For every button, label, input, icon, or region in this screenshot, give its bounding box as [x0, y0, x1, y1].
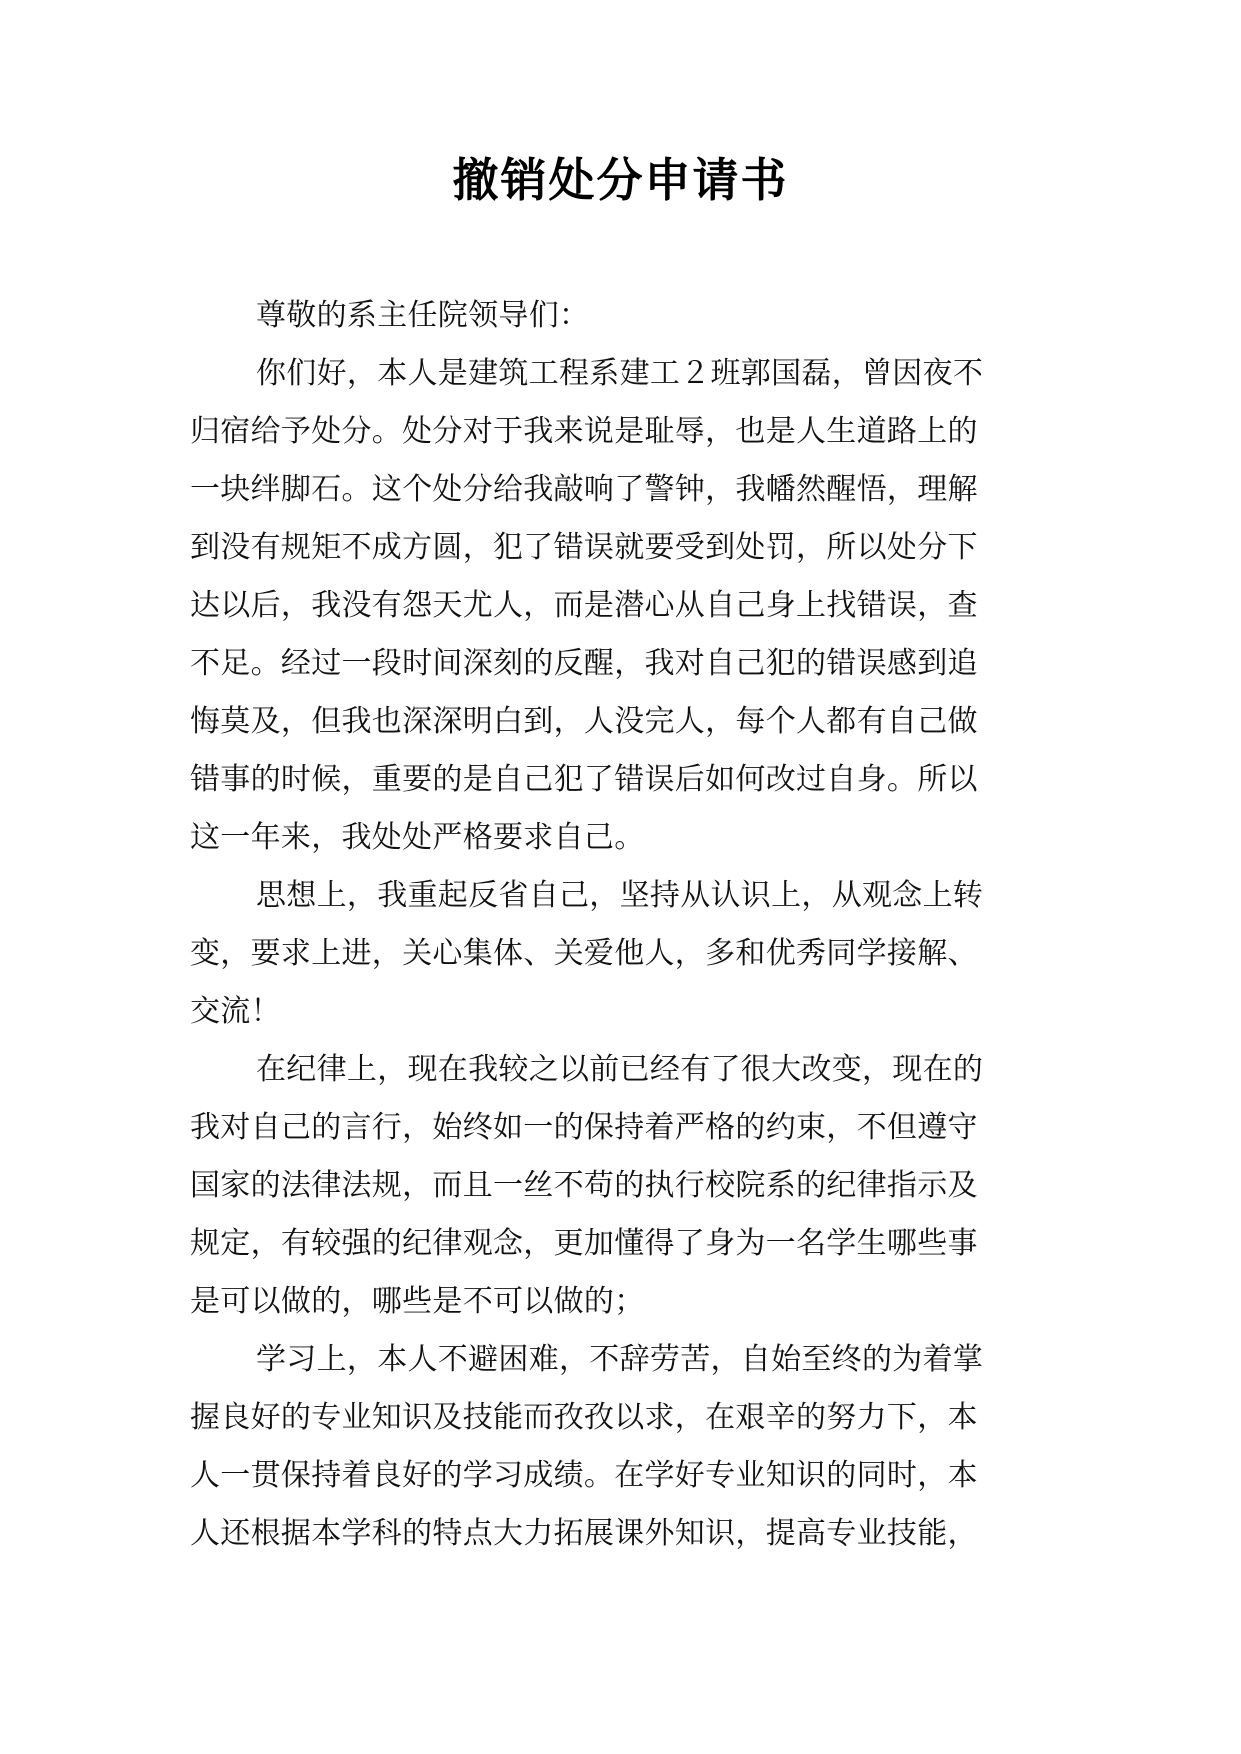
paragraph-line: 变，要求上进，关心集体、关爱他人，多和优秀同学接解、: [190, 936, 978, 971]
paragraph-line: 是可以做的，哪些是不可以做的；: [190, 1284, 645, 1319]
paragraph-line: 不足。经过一段时间深刻的反醒，我对自己犯的错误感到追: [190, 646, 978, 681]
paragraph-line: 规定，有较强的纪律观念，更加懂得了身为一名学生哪些事: [190, 1226, 978, 1261]
paragraph-line: 错事的时候，重要的是自己犯了错误后如何改过自身。所以: [190, 762, 978, 797]
paragraph-line: 到没有规矩不成方圆，犯了错误就要受到处罚，所以处分下: [190, 530, 978, 565]
paragraph-line: 归宿给予处分。处分对于我来说是耻辱，也是人生道路上的: [190, 414, 978, 449]
paragraph-line: 你们好，本人是建筑工程系建工２班郭国磊，曾因夜不: [256, 356, 984, 391]
paragraph-line: 一块绊脚石。这个处分给我敲响了警钟，我幡然醒悟，理解: [190, 472, 978, 507]
paragraph-line: 人一贯保持着良好的学习成绩。在学好专业知识的同时，本: [190, 1458, 978, 1493]
paragraph-line: 国家的法律法规，而且一丝不苟的执行校院系的纪律指示及: [190, 1168, 978, 1203]
paragraph-line: 我对自己的言行，始终如一的保持着严格的约束，不但遵守: [190, 1110, 978, 1145]
paragraph-line: 悔莫及，但我也深深明白到，人没完人，每个人都有自己做: [190, 704, 978, 739]
paragraph-line: 达以后，我没有怨天尤人，而是潜心从自己身上找错误，查: [190, 588, 978, 623]
paragraph-line: 握良好的专业知识及技能而孜孜以求，在艰辛的努力下，本: [190, 1400, 978, 1435]
paragraph-line: 人还根据本学科的特点大力拓展课外知识，提高专业技能，: [190, 1516, 978, 1551]
paragraph-line: 思想上，我重起反省自己，坚持从认识上，从观念上转: [256, 878, 984, 913]
salutation-line: 尊敬的系主任院领导们：: [256, 298, 590, 333]
document-title: 撤销处分申请书: [452, 153, 789, 207]
paragraph-line: 学习上，本人不避困难，不辞劳苦，自始至终的为着掌: [256, 1342, 984, 1377]
paragraph-line: 在纪律上，现在我较之以前已经有了很大改变，现在的: [256, 1052, 984, 1087]
document-body: [190, 287, 1056, 1563]
paragraph-line: 这一年来，我处处严格要求自己。: [190, 820, 645, 855]
paragraph-line: 交流！: [190, 994, 281, 1029]
